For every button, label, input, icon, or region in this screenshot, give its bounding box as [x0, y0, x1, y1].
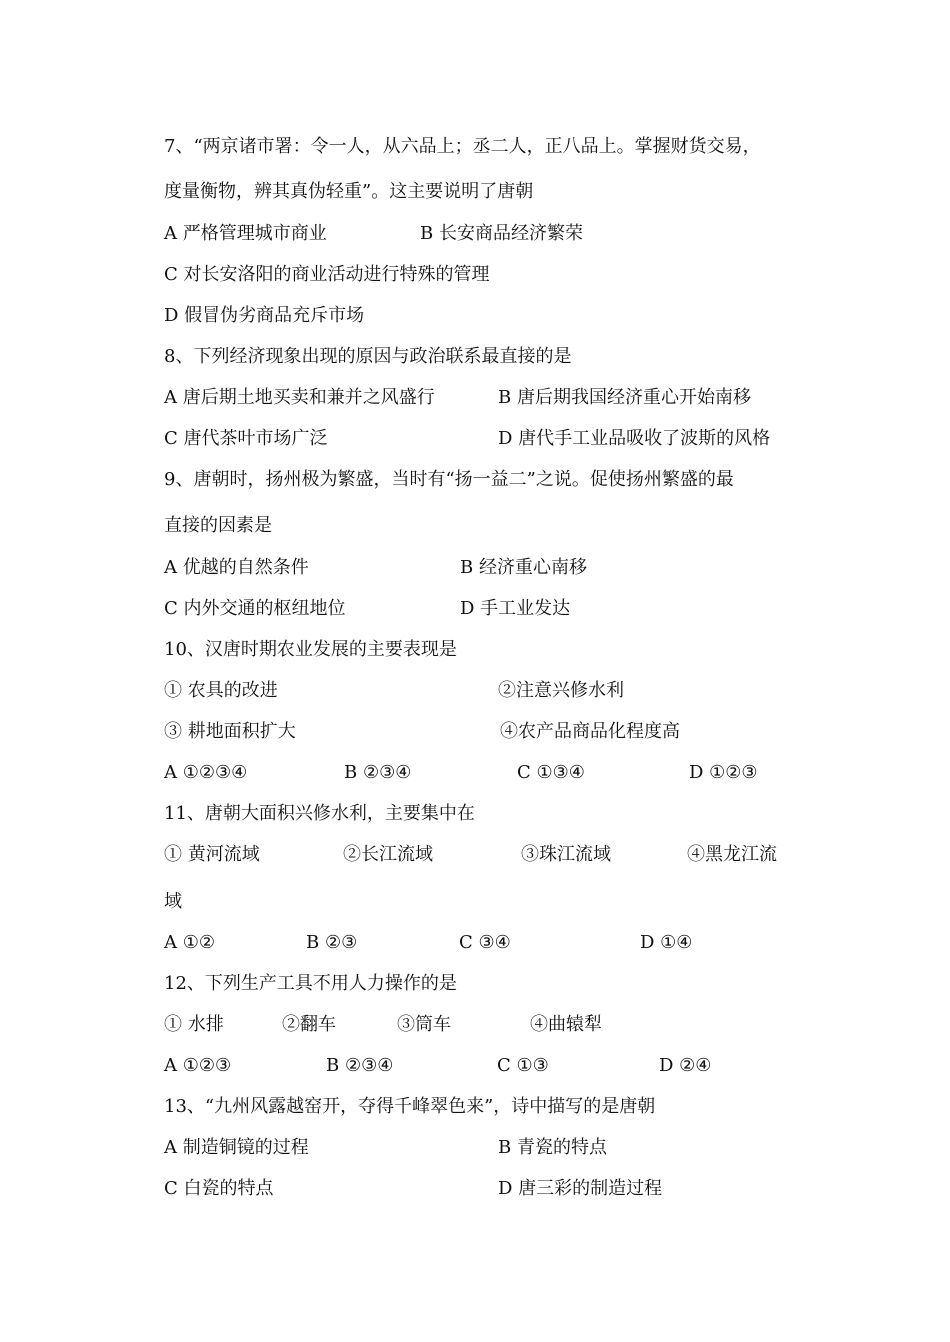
q8-option-c: C 唐代茶叶市场广泛 — [164, 428, 328, 449]
q11-stem: 11、唐朝大面积兴修水利，主要集中在 — [164, 803, 475, 824]
q11-item-1: ① 黄河流域 — [164, 844, 260, 865]
q12-option-d: D ②④ — [659, 1055, 712, 1076]
q12-item-2: ②翻车 — [282, 1014, 336, 1035]
q11-option-d: D ①④ — [640, 932, 693, 953]
q10-item-3: ③ 耕地面积扩大 — [164, 721, 296, 742]
q9-stem-line-1: 9、唐朝时，扬州极为繁盛，当时有“扬一益二”之说。促使扬州繁盛的最 — [164, 469, 734, 490]
q13-option-b: B 青瓷的特点 — [498, 1137, 607, 1158]
q11-item-4: ④黑龙江流 — [687, 844, 777, 865]
q7-option-d: D 假冒伪劣商品充斥市场 — [164, 305, 365, 326]
q11-item-wrap: 域 — [164, 891, 182, 912]
q10-option-b: B ②③④ — [344, 762, 412, 783]
q11-item-2: ②长江流域 — [343, 844, 433, 865]
q10-stem: 10、汉唐时期农业发展的主要表现是 — [164, 639, 457, 660]
q12-stem: 12、下列生产工具不用人力操作的是 — [164, 973, 457, 994]
q7-stem-line-2: 度量衡物，辨其真伪轻重”。这主要说明了唐朝 — [164, 181, 534, 202]
q10-option-d: D ①②③ — [689, 762, 758, 783]
q9-option-b: B 经济重心南移 — [460, 557, 587, 578]
q10-option-c: C ①③④ — [517, 762, 585, 783]
q10-item-2: ②注意兴修水利 — [498, 680, 624, 701]
q12-option-a: A ①②③ — [164, 1055, 232, 1076]
q8-option-b: B 唐后期我国经济重心开始南移 — [498, 387, 751, 408]
q12-item-3: ③筒车 — [397, 1014, 451, 1035]
q13-option-a: A 制造铜镜的过程 — [164, 1137, 309, 1158]
q11-item-3: ③珠江流域 — [521, 844, 611, 865]
q11-option-b: B ②③ — [306, 932, 358, 953]
q10-item-4: ④农产品商品化程度高 — [500, 721, 680, 742]
q7-stem-line-1: 7、“两京诸市署：令一人，从六品上；丞二人，正八品上。掌握财货交易， — [164, 136, 761, 157]
q12-item-4: ④曲辕犁 — [530, 1014, 602, 1035]
q12-item-1: ① 水排 — [164, 1014, 224, 1035]
q13-option-c: C 白瓷的特点 — [164, 1178, 274, 1199]
q13-option-d: D 唐三彩的制造过程 — [498, 1178, 663, 1199]
q8-option-d: D 唐代手工业品吸收了波斯的风格 — [498, 428, 771, 449]
q8-option-a: A 唐后期土地买卖和兼并之风盛行 — [164, 387, 435, 408]
q11-option-c: C ③④ — [459, 932, 511, 953]
q9-stem-line-2: 直接的因素是 — [164, 515, 272, 536]
q9-option-c: C 内外交通的枢纽地位 — [164, 598, 346, 619]
q7-option-a: A 严格管理城市商业 — [164, 223, 327, 244]
q11-option-a: A ①② — [164, 932, 215, 953]
q10-item-1: ① 农具的改进 — [164, 680, 278, 701]
q7-option-b: B 长安商品经济繁荣 — [420, 223, 583, 244]
q12-option-c: C ①③ — [497, 1055, 549, 1076]
q9-option-a: A 优越的自然条件 — [164, 557, 309, 578]
q8-stem: 8、下列经济现象出现的原因与政治联系最直接的是 — [164, 346, 572, 367]
q7-option-c: C 对长安洛阳的商业活动进行特殊的管理 — [164, 264, 490, 285]
q12-option-b: B ②③④ — [326, 1055, 394, 1076]
q9-option-d: D 手工业发达 — [460, 598, 571, 619]
q10-option-a: A ①②③④ — [164, 762, 248, 783]
q13-stem: 13、“九州风露越窑开，夺得千峰翠色来”，诗中描写的是唐朝 — [164, 1096, 656, 1117]
